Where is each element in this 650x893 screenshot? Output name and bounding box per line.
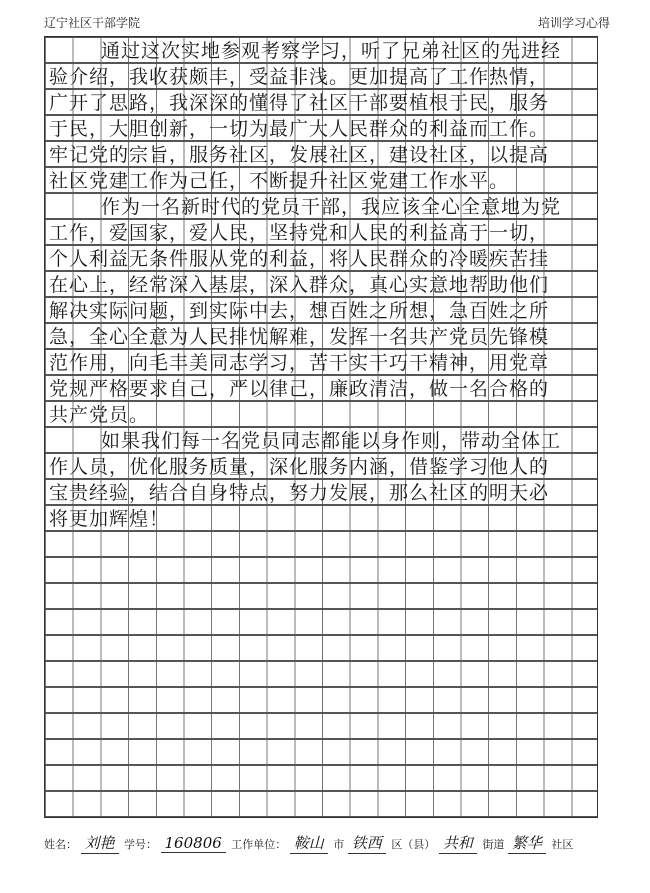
grid-row [45, 687, 597, 713]
handwritten-line: 将更加辉煌！ [49, 508, 170, 530]
handwritten-line: 共产党员。 [49, 404, 150, 426]
name-label: 姓名： [44, 838, 77, 851]
handwritten-line: 通过这次实地参观考察学习，听了兄弟社区的先进经 [101, 40, 562, 62]
grid-row [45, 167, 597, 193]
handwritten-line: 作人员，优化服务质量，深化服务内涵，借鉴学习他人的 [49, 456, 550, 478]
handwritten-line: 验介绍，我收获颇丰，受益非浅。更加提高了工作热情， [49, 66, 550, 88]
id-label: 学号： [124, 838, 158, 851]
handwritten-line: 于民，大胆创新，一切为最广大人民群众的利益而工作。 [49, 118, 550, 140]
handwritten-line: 急，全心全意为人民排忧解难，发挥一名共产党员先锋模 [49, 326, 550, 348]
grid-row [45, 89, 597, 115]
grid-row [45, 297, 597, 323]
page-header [44, 14, 610, 36]
grid-row [45, 765, 597, 791]
grid-row [45, 193, 597, 219]
institution-name: 辽宁社区干部学院 [44, 16, 141, 30]
grid-row [45, 375, 597, 401]
grid-row [45, 557, 597, 583]
grid-row [45, 713, 597, 739]
grid-row [45, 115, 597, 141]
handwritten-line: 宝贵经验，结合自身特点，努力发展，那么社区的明天必 [49, 482, 550, 504]
grid-row [45, 427, 597, 453]
district-value: 铁西 [348, 832, 386, 854]
grid-row [45, 609, 597, 635]
handwritten-line: 作为一名新时代的党员干部，我应该全心全意地为党 [101, 196, 562, 218]
grid-row [45, 323, 597, 349]
grid-row [45, 453, 597, 479]
grid-row [45, 219, 597, 245]
handwritten-line: 牢记党的宗旨，服务社区，发展社区，建设社区，以提高 [49, 144, 550, 166]
grid-row [45, 37, 597, 63]
handwritten-line: 工作，爱国家，爱人民，坚持党和人民的利益高于一切， [49, 222, 550, 244]
handwritten-line: 个人利益无条件服从党的利益，将人民群众的冷暖疾苦挂 [49, 248, 550, 270]
document-type: 培训学习心得 [537, 16, 610, 30]
street-suffix: 街道 [482, 838, 505, 851]
footer-info [44, 832, 610, 854]
city-suffix: 市 [333, 838, 345, 851]
handwritten-line: 范作用，向毛丰美同志学习，苦干实干巧干精神，用党章 [49, 352, 550, 374]
grid-row [45, 245, 597, 271]
district-suffix: 区（县） [391, 838, 436, 851]
handwritten-line: 党规严格要求自己，严以律己，廉政清洁，做一名合格的 [49, 378, 550, 400]
grid-row [45, 271, 597, 297]
id-value: 160806 [161, 834, 226, 853]
grid-row [45, 739, 597, 765]
grid-row [45, 531, 597, 557]
handwritten-line: 广开了思路，我深深的懂得了社区干部要植根于民，服务 [49, 92, 550, 114]
writing-grid [44, 36, 598, 818]
grid-row [45, 141, 597, 167]
grid-row [45, 63, 597, 89]
community-suffix: 社区 [551, 838, 574, 851]
grid-row [45, 635, 597, 661]
street-value: 共和 [439, 832, 477, 854]
handwritten-line: 解决实际问题，到实际中去，想百姓之所想，急百姓之所 [49, 300, 550, 322]
handwritten-line: 在心上，经常深入基层，深入群众，真心实意地帮助他们 [49, 274, 550, 296]
name-value: 刘艳 [81, 832, 119, 854]
grid-row [45, 401, 597, 427]
handwritten-line: 社区党建工作为己任，不断提升社区党建工作水平。 [49, 170, 510, 192]
grid-row [45, 791, 597, 817]
unit-label: 工作单位： [231, 838, 287, 851]
grid-row [45, 479, 597, 505]
grid-row [45, 583, 597, 609]
community-value: 繁华 [508, 832, 546, 854]
grid-row [45, 349, 597, 375]
city-value: 鞍山 [290, 832, 328, 854]
handwritten-line: 如果我们每一名党员同志都能以身作则，带动全体工 [101, 430, 562, 452]
grid-row [45, 661, 597, 687]
grid-row [45, 505, 597, 531]
